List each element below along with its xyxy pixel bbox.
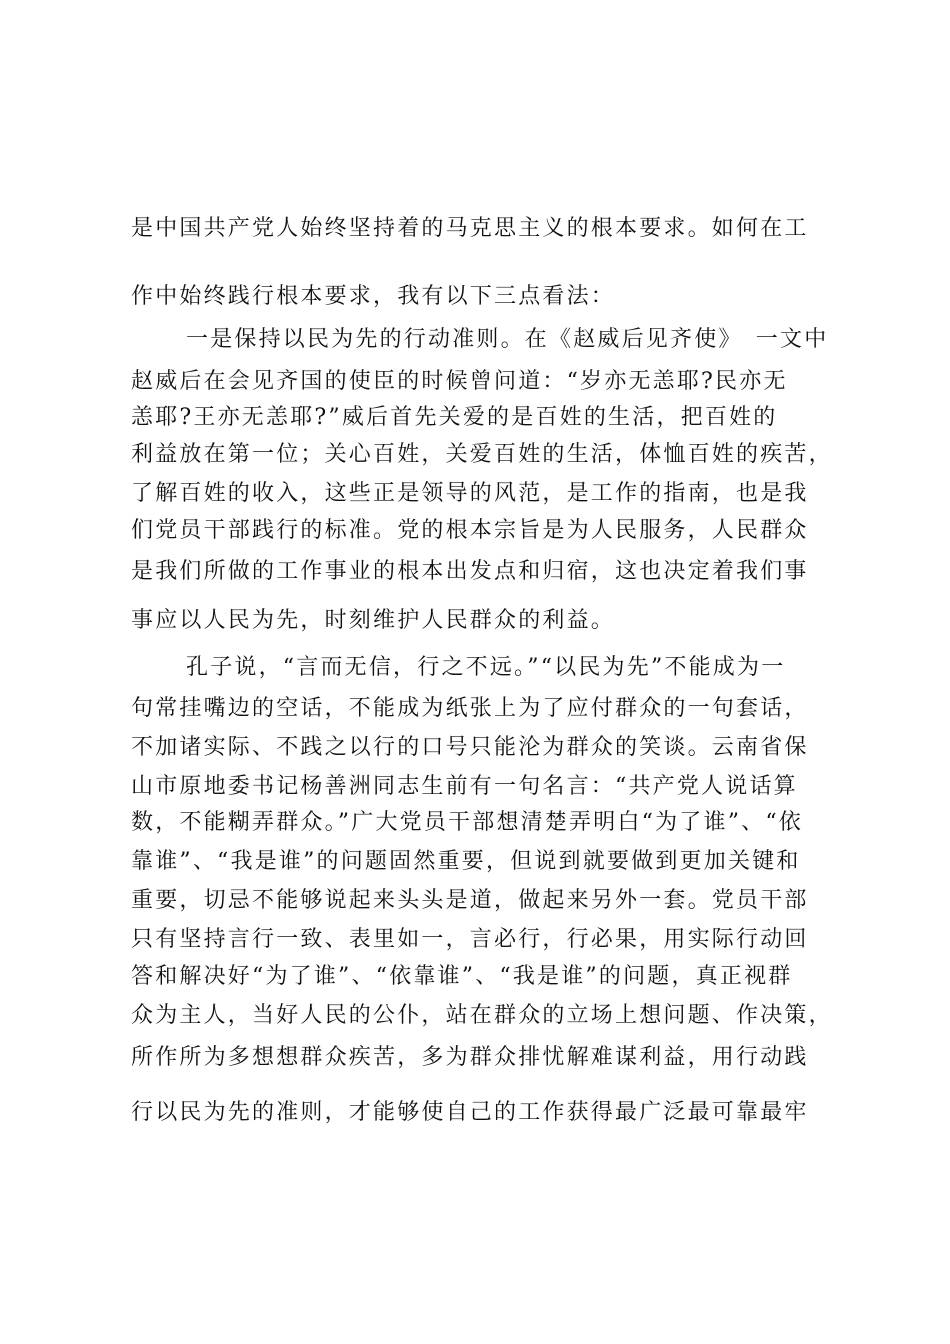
paragraph-first-line: 孔子说，“言而无信，行之不远。”“以民为先”不能成为一 (186, 655, 786, 680)
text-line: 山市原地委书记杨善洲同志生前有一句名言：“共产党人说话算 (131, 774, 798, 799)
text-line: 了解百姓的收入，这些正是领导的风范，是工作的指南，也是我 (131, 481, 809, 506)
text-line: 恙耶?王亦无恙耶?”威后首先关爱的是百姓的生活，把百姓的 (131, 405, 778, 430)
text-line: 数，不能糊弄群众。”广大党员干部想清楚弄明白“为了谁”、“依 (131, 810, 803, 835)
text-line: 只有坚持言行一致、表里如一，言必行，行必果，用实际行动回 (131, 927, 809, 952)
text-line: 行以民为先的准则，才能够使自己的工作获得最广泛最可靠最牢 (131, 1100, 809, 1125)
text-line: 事应以人民为先，时刻维护人民群众的利益。 (131, 608, 616, 633)
text-line: 利益放在第一位；关心百姓，关爱百姓的生活，体恤百姓的疾苦， (131, 442, 833, 467)
text-line: 们党员干部践行的标准。党的根本宗旨是为人民服务，人民群众 (131, 518, 809, 543)
text-line: 作中始终践行根本要求，我有以下三点看法： (131, 284, 616, 309)
text-line: 答和解决好“为了谁”、“依靠谁”、“我是谁”的问题，真正视群 (131, 964, 793, 989)
text-line: 赵威后在会见齐国的使臣的时候曾问道：“岁亦无恙耶?民亦无 (131, 369, 788, 394)
text-line: 所作所为多想想群众疾苦，多为群众排忧解难谋利益，用行动践 (131, 1045, 809, 1070)
paragraph-first-line: 一是保持以民为先的行动准则。在《赵威后见齐使》 一文中 (186, 327, 829, 352)
text-line: 众为主人，当好人民的公仆，站在群众的立场上想问题、作决策， (131, 1003, 833, 1028)
text-line: 句常挂嘴边的空话，不能成为纸张上为了应付群众的一句套话， (131, 696, 809, 721)
text-line: 是我们所做的工作事业的根本出发点和归宿，这也决定着我们事 (131, 559, 809, 584)
text-line: 靠谁”、“我是谁”的问题固然重要，但说到就要做到更加关键和 (131, 849, 801, 874)
text-line: 是中国共产党人始终坚持着的马克思主义的根本要求。如何在工 (131, 216, 809, 241)
text-line: 不加诸实际、不践之以行的口号只能沦为群众的笑谈。云南省保 (131, 735, 809, 760)
text-line: 重要，切忌不能够说起来头头是道，做起来另外一套。党员干部 (131, 888, 809, 913)
